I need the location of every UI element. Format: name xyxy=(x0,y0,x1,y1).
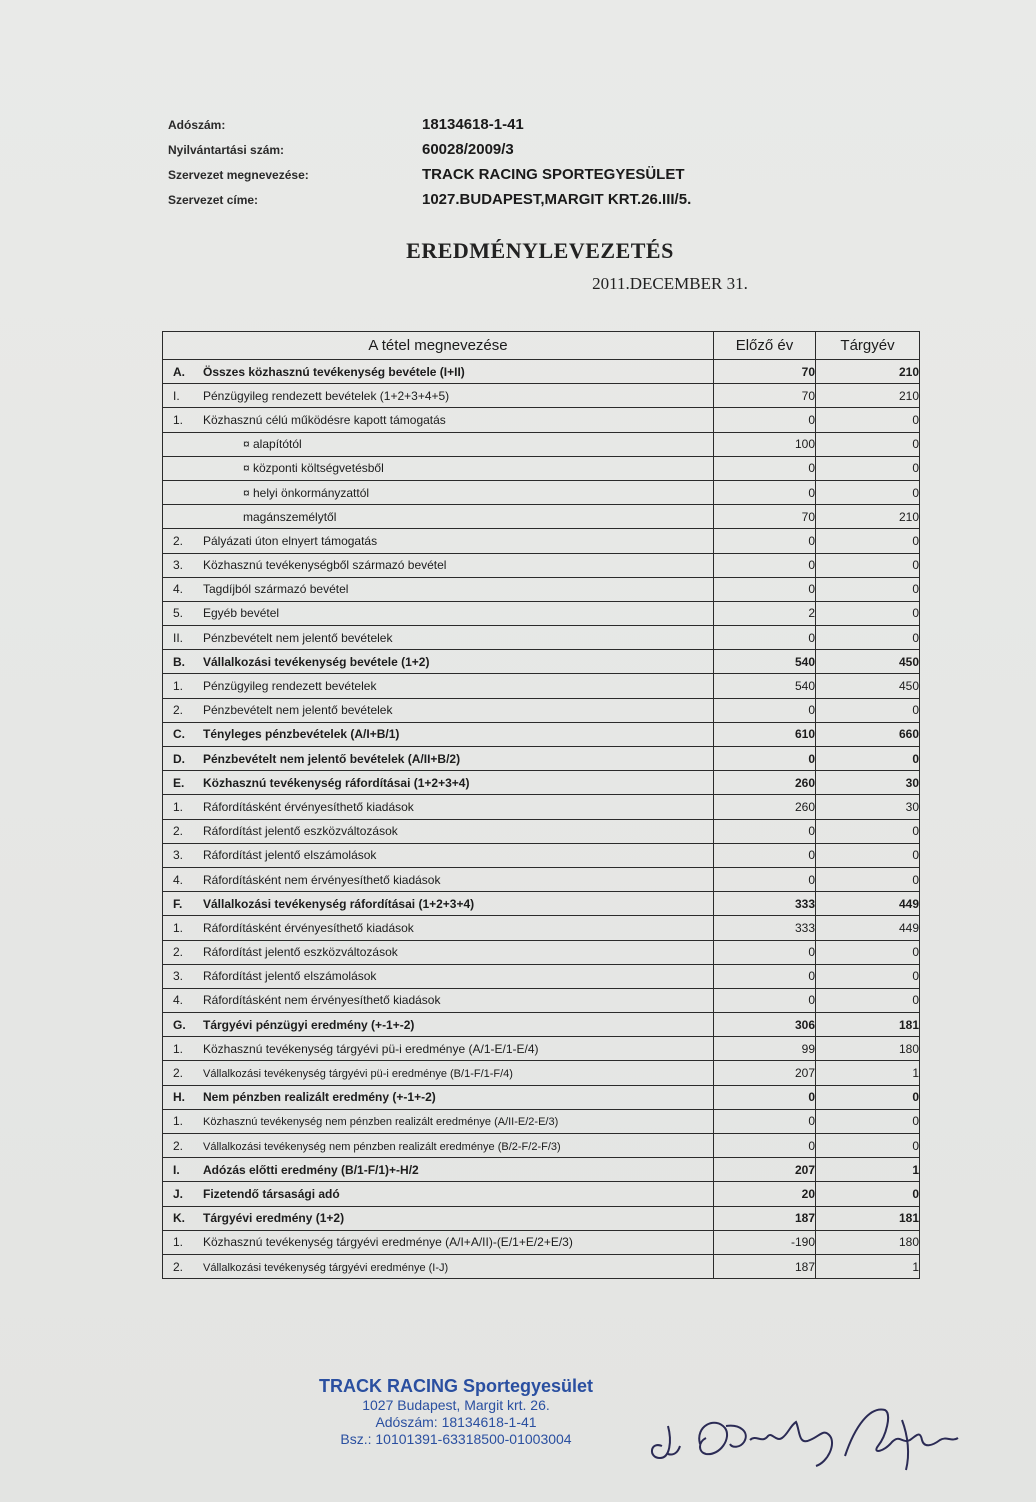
previous-year-value: 0 xyxy=(714,698,816,722)
current-year-value: 0 xyxy=(816,480,920,504)
item-code: 5. xyxy=(173,606,184,621)
item-label: Összes közhasznú tevékenység bevétele (I+II) xyxy=(203,364,465,379)
table-row xyxy=(163,892,920,916)
current-year-value: 0 xyxy=(816,988,920,1012)
item-label: Adózás előtti eredmény (B/1-F/1)+-H/2 xyxy=(203,1162,419,1177)
item-label: Ráfordításként nem érvényesíthető kiadások xyxy=(203,993,441,1008)
item-name-cell xyxy=(163,1158,714,1182)
previous-year-value: 187 xyxy=(714,1206,816,1230)
item-code: 1. xyxy=(173,1235,184,1250)
current-year-value: 0 xyxy=(816,1134,920,1158)
current-year-value: 0 xyxy=(816,1182,920,1206)
current-year-value: 0 xyxy=(816,843,920,867)
previous-year-value: 99 xyxy=(714,1037,816,1061)
previous-year-value: 260 xyxy=(714,795,816,819)
current-year-value: 0 xyxy=(816,940,920,964)
current-year-value: 181 xyxy=(816,1206,920,1230)
item-label: Nem pénzben realizált eredmény (+-1+-2) xyxy=(203,1090,436,1105)
current-year-value: 0 xyxy=(816,553,920,577)
table-row xyxy=(163,480,920,504)
table-row xyxy=(163,626,920,650)
previous-year-value: 610 xyxy=(714,722,816,746)
item-code: 2. xyxy=(173,1138,184,1153)
previous-year-value: 0 xyxy=(714,1085,816,1109)
item-label: Közhasznú tevékenység tárgyévi eredménye (A/I+A/II)-(E/1+E/2+E/3) xyxy=(203,1235,573,1250)
item-name-cell xyxy=(163,892,714,916)
item-label: Ráfordításként nem érvényesíthető kiadások xyxy=(203,872,441,887)
item-name-cell xyxy=(163,1206,714,1230)
previous-year-value: 306 xyxy=(714,1013,816,1037)
current-year-value: 1 xyxy=(816,1158,920,1182)
table-row xyxy=(163,916,920,940)
table-row xyxy=(163,650,920,674)
current-year-value: 449 xyxy=(816,916,920,940)
current-year-value: 0 xyxy=(816,577,920,601)
previous-year-value: 0 xyxy=(714,577,816,601)
current-year-value: 0 xyxy=(816,1109,920,1133)
table-row xyxy=(163,843,920,867)
table-row xyxy=(163,529,920,553)
item-code: I. xyxy=(173,388,180,403)
item-code: 2. xyxy=(173,533,184,548)
table-row xyxy=(163,1158,920,1182)
item-code: 1. xyxy=(173,920,184,935)
current-year-value: 0 xyxy=(816,1085,920,1109)
item-name-cell xyxy=(163,1085,714,1109)
item-code: 1. xyxy=(173,412,184,427)
item-name-cell xyxy=(163,432,714,456)
current-year-value: 0 xyxy=(816,626,920,650)
item-name-cell xyxy=(163,1134,714,1158)
item-name-cell xyxy=(163,601,714,625)
item-code: 2. xyxy=(173,824,184,839)
item-code: E. xyxy=(173,775,185,790)
table-row xyxy=(163,1206,920,1230)
item-name-cell xyxy=(163,964,714,988)
item-label: Közhasznú tevékenységből származó bevétel xyxy=(203,558,447,573)
header-previous-year: Előző év xyxy=(714,332,816,360)
item-label: Közhasznú tevékenység ráfordításai (1+2+3+4) xyxy=(203,775,470,790)
table-row xyxy=(163,408,920,432)
current-year-value: 0 xyxy=(816,432,920,456)
item-code: B. xyxy=(173,654,185,669)
item-name-cell xyxy=(163,698,714,722)
table-row xyxy=(163,577,920,601)
item-name-cell xyxy=(163,650,714,674)
table-row xyxy=(163,553,920,577)
item-label: Tárgyévi eredmény (1+2) xyxy=(203,1211,345,1226)
previous-year-value: 0 xyxy=(714,456,816,480)
item-label: Vállalkozási tevékenység bevétele (1+2) xyxy=(203,654,430,669)
current-year-value: 0 xyxy=(816,408,920,432)
item-name-cell xyxy=(163,1061,714,1085)
table-row xyxy=(163,819,920,843)
previous-year-value: 540 xyxy=(714,674,816,698)
item-label: Ráfordítást jelentő eszközváltozások xyxy=(203,824,398,839)
item-code: 1. xyxy=(173,1041,184,1056)
item-label: Pénzbevételt nem jelentő bevételek (A/II+B/2) xyxy=(203,751,461,766)
current-year-value: 0 xyxy=(816,867,920,891)
item-name-cell xyxy=(163,1109,714,1133)
org-name-label: Szervezet megnevezése: xyxy=(168,167,309,182)
item-label: Közhasznú tevékenység nem pénzben realizált eredménye (A/II-E/2-E/3) xyxy=(203,1116,559,1129)
current-year-value: 0 xyxy=(816,456,920,480)
previous-year-value: 187 xyxy=(714,1254,816,1278)
previous-year-value: 0 xyxy=(714,1134,816,1158)
handwritten-signature xyxy=(640,1396,970,1486)
current-year-value: 0 xyxy=(816,819,920,843)
previous-year-value: 20 xyxy=(714,1182,816,1206)
item-code: 1. xyxy=(173,799,184,814)
item-name-cell xyxy=(163,553,714,577)
current-year-value: 450 xyxy=(816,650,920,674)
item-label: Fizetendő társasági adó xyxy=(203,1186,340,1201)
previous-year-value: 260 xyxy=(714,771,816,795)
current-year-value: 0 xyxy=(816,747,920,771)
item-code: 4. xyxy=(173,872,184,887)
tax-id-row xyxy=(168,112,788,137)
org-name-row xyxy=(168,162,788,187)
table-row xyxy=(163,771,920,795)
item-name-cell xyxy=(163,795,714,819)
organization-info xyxy=(168,112,788,212)
item-name-cell xyxy=(163,940,714,964)
item-code: 3. xyxy=(173,558,184,573)
item-name-cell xyxy=(163,505,714,529)
organization-stamp xyxy=(296,1376,616,1448)
item-label: Tárgyévi pénzügyi eredmény (+-1+-2) xyxy=(203,1017,415,1032)
current-year-value: 0 xyxy=(816,698,920,722)
previous-year-value: 0 xyxy=(714,819,816,843)
item-code: D. xyxy=(173,751,185,766)
item-code: 1. xyxy=(173,1114,184,1129)
current-year-value: 0 xyxy=(816,964,920,988)
previous-year-value: 0 xyxy=(714,747,816,771)
current-year-value: 210 xyxy=(816,384,920,408)
table-row xyxy=(163,360,920,384)
previous-year-value: 0 xyxy=(714,626,816,650)
item-name-cell xyxy=(163,408,714,432)
previous-year-value: 0 xyxy=(714,553,816,577)
previous-year-value: 333 xyxy=(714,892,816,916)
item-label: Ráfordítást jelentő eszközváltozások xyxy=(203,945,398,960)
item-label: ¤ alapítótól xyxy=(243,437,302,452)
item-label: Közhasznú tevékenység tárgyévi pü-i eredménye (A/1-E/1-E/4) xyxy=(203,1041,539,1056)
item-name-cell xyxy=(163,747,714,771)
document-date: 2011.DECEMBER 31. xyxy=(592,274,748,293)
current-year-value: 1 xyxy=(816,1254,920,1278)
previous-year-value: 0 xyxy=(714,940,816,964)
item-label: Vállalkozási tevékenység tárgyévi pü-i eredménye (B/1-F/1-F/4) xyxy=(203,1068,513,1081)
item-name-cell xyxy=(163,771,714,795)
previous-year-value: 0 xyxy=(714,988,816,1012)
item-name-cell xyxy=(163,1037,714,1061)
item-code: F. xyxy=(173,896,183,911)
stamp-org-name: TRACK RACING Sportegyesület xyxy=(318,1376,594,1396)
document-title: EREDMÉNYLEVEZETÉS xyxy=(406,238,674,263)
item-name-cell xyxy=(163,867,714,891)
tax-id-value: 18134618-1-41 xyxy=(422,116,524,133)
item-code: 3. xyxy=(173,969,184,984)
tax-id-label: Adószám: xyxy=(168,117,226,132)
item-label: Tényleges pénzbevételek (A/I+B/1) xyxy=(203,727,400,742)
item-code: 4. xyxy=(173,582,184,597)
table-row xyxy=(163,601,920,625)
current-year-value: 0 xyxy=(816,529,920,553)
item-label: Pénzügyileg rendezett bevételek xyxy=(203,679,377,694)
table-row xyxy=(163,1013,920,1037)
org-name-value: TRACK RACING SPORTEGYESÜLET xyxy=(422,166,685,183)
reg-no-row xyxy=(168,137,788,162)
table-row xyxy=(163,1109,920,1133)
stamp-address: 1027 Budapest, Margit krt. 26. xyxy=(362,1397,550,1413)
table-row xyxy=(163,1061,920,1085)
previous-year-value: 0 xyxy=(714,867,816,891)
org-address-value: 1027.BUDAPEST,MARGIT KRT.26.III/5. xyxy=(422,191,692,208)
table-row xyxy=(163,1134,920,1158)
item-code: 2. xyxy=(173,1066,184,1081)
previous-year-value: 333 xyxy=(714,916,816,940)
previous-year-value: 0 xyxy=(714,480,816,504)
item-name-cell xyxy=(163,819,714,843)
item-code: C. xyxy=(173,727,185,742)
item-name-cell xyxy=(163,384,714,408)
current-year-value: 210 xyxy=(816,505,920,529)
item-label: Ráfordításként érvényesíthető kiadások xyxy=(203,920,414,935)
table-row xyxy=(163,432,920,456)
item-name-cell xyxy=(163,480,714,504)
previous-year-value: 100 xyxy=(714,432,816,456)
item-label: Vállalkozási tevékenység tárgyévi eredménye (I-J) xyxy=(203,1261,449,1274)
item-label: Közhasznú célú működésre kapott támogatás xyxy=(203,412,446,427)
item-code: 4. xyxy=(173,993,184,1008)
table-row xyxy=(163,1182,920,1206)
item-name-cell xyxy=(163,1013,714,1037)
table-row xyxy=(163,988,920,1012)
table-row xyxy=(163,1037,920,1061)
item-name-cell xyxy=(163,722,714,746)
current-year-value: 660 xyxy=(816,722,920,746)
item-label: Vállalkozási tevékenység nem pénzben realizált eredménye (B/2-F/2-F/3) xyxy=(203,1140,561,1153)
item-label: Pénzbevételt nem jelentő bevételek xyxy=(203,703,393,718)
previous-year-value: -190 xyxy=(714,1230,816,1254)
org-address-row xyxy=(168,187,788,212)
previous-year-value: 207 xyxy=(714,1061,816,1085)
current-year-value: 180 xyxy=(816,1230,920,1254)
item-name-cell xyxy=(163,916,714,940)
previous-year-value: 0 xyxy=(714,408,816,432)
item-label: ¤ helyi önkormányzattól xyxy=(243,485,370,500)
item-code: 1. xyxy=(173,679,184,694)
item-name-cell xyxy=(163,988,714,1012)
item-code: G. xyxy=(173,1017,186,1032)
table-row xyxy=(163,722,920,746)
header-current-year: Tárgyév xyxy=(816,332,920,360)
item-label: Tagdíjból származó bevétel xyxy=(203,582,349,597)
item-label: Ráfordítást jelentő elszámolások xyxy=(203,848,377,863)
item-label: Vállalkozási tevékenység ráfordításai (1+2+3+4) xyxy=(203,896,475,911)
previous-year-value: 540 xyxy=(714,650,816,674)
org-address-label: Szervezet címe: xyxy=(168,192,259,207)
current-year-value: 210 xyxy=(816,360,920,384)
previous-year-value: 0 xyxy=(714,529,816,553)
current-year-value: 0 xyxy=(816,601,920,625)
item-label: Pályázati úton elnyert támogatás xyxy=(203,533,378,548)
item-code: H. xyxy=(173,1090,185,1105)
table-row xyxy=(163,698,920,722)
item-code: 2. xyxy=(173,945,184,960)
item-name-cell xyxy=(163,843,714,867)
item-code: II. xyxy=(173,630,184,645)
item-label: Ráfordításként érvényesíthető kiadások xyxy=(203,799,414,814)
item-code: K. xyxy=(173,1211,185,1226)
item-code: 2. xyxy=(173,703,184,718)
current-year-value: 449 xyxy=(816,892,920,916)
item-name-cell xyxy=(163,1230,714,1254)
table-row xyxy=(163,456,920,480)
item-label: Pénzügyileg rendezett bevételek (1+2+3+4+5) xyxy=(203,388,450,403)
item-label: Egyéb bevétel xyxy=(203,606,280,621)
item-code: A. xyxy=(173,364,185,379)
stamp-tax-id: Adószám: 18134618-1-41 xyxy=(375,1414,537,1430)
income-statement-table xyxy=(162,331,920,1279)
reg-no-value: 60028/2009/3 xyxy=(422,141,514,158)
previous-year-value: 70 xyxy=(714,384,816,408)
current-year-value: 30 xyxy=(816,771,920,795)
item-code: I. xyxy=(173,1162,180,1177)
previous-year-value: 70 xyxy=(714,505,816,529)
item-label: Pénzbevételt nem jelentő bevételek xyxy=(203,630,393,645)
current-year-value: 180 xyxy=(816,1037,920,1061)
item-code: J. xyxy=(173,1186,184,1201)
table-row xyxy=(163,674,920,698)
item-code: 3. xyxy=(173,848,184,863)
current-year-value: 30 xyxy=(816,795,920,819)
item-name-cell xyxy=(163,626,714,650)
table-row xyxy=(163,964,920,988)
item-name-cell xyxy=(163,577,714,601)
item-name-cell xyxy=(163,674,714,698)
table-row xyxy=(163,940,920,964)
item-label: ¤ központi költségvetésből xyxy=(243,461,384,476)
current-year-value: 1 xyxy=(816,1061,920,1085)
item-name-cell xyxy=(163,529,714,553)
item-label: Ráfordítást jelentő elszámolások xyxy=(203,969,377,984)
previous-year-value: 2 xyxy=(714,601,816,625)
table-row xyxy=(163,747,920,771)
reg-no-label: Nyilvántartási szám: xyxy=(168,142,285,157)
table-row xyxy=(163,867,920,891)
previous-year-value: 70 xyxy=(714,360,816,384)
item-code: 2. xyxy=(173,1259,184,1274)
table-row xyxy=(163,1085,920,1109)
stamp-bank-account: Bsz.: 10101391-63318500-01003004 xyxy=(340,1431,572,1447)
table-row xyxy=(163,505,920,529)
previous-year-value: 207 xyxy=(714,1158,816,1182)
table-row xyxy=(163,795,920,819)
item-name-cell xyxy=(163,1182,714,1206)
item-name-cell xyxy=(163,456,714,480)
header-item-name: A tétel megnevezése xyxy=(163,332,714,360)
table-row xyxy=(163,1230,920,1254)
item-name-cell xyxy=(163,360,714,384)
previous-year-value: 0 xyxy=(714,1109,816,1133)
current-year-value: 450 xyxy=(816,674,920,698)
table-row xyxy=(163,1254,920,1278)
table-body xyxy=(163,360,920,1279)
table-row xyxy=(163,384,920,408)
item-name-cell xyxy=(163,1254,714,1278)
previous-year-value: 0 xyxy=(714,843,816,867)
table-header-row xyxy=(163,332,920,360)
item-label: magánszemélytől xyxy=(243,509,337,524)
previous-year-value: 0 xyxy=(714,964,816,988)
current-year-value: 181 xyxy=(816,1013,920,1037)
